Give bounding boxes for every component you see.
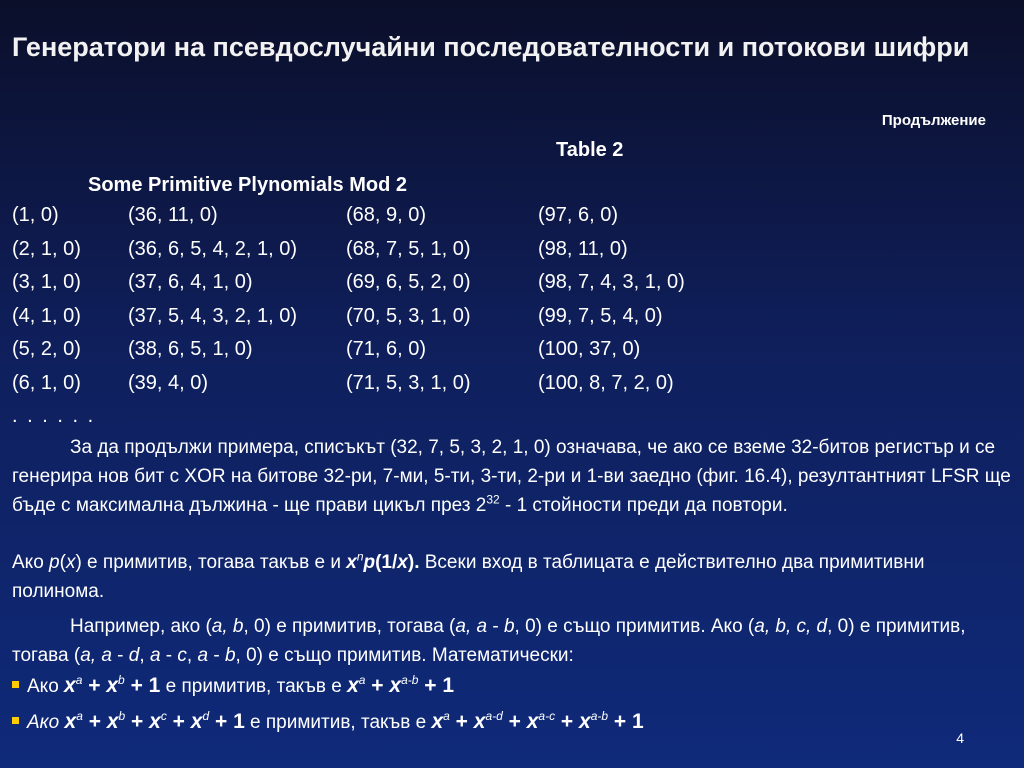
text: Ако (27, 712, 65, 733)
text: Ако (12, 552, 50, 573)
slide-title: Генератори на псевдослучайни последователности и потокови шифри (12, 32, 970, 62)
table-cell: (37, 6, 4, 1, 0) (128, 271, 253, 293)
exponent: b (118, 709, 126, 723)
text: Всеки вход в таблицата е действително два примитивни полинома. (12, 552, 925, 602)
formula (347, 674, 454, 697)
math-var: x (149, 710, 161, 733)
operator: + (125, 710, 150, 733)
bullet-item-four-term (12, 710, 644, 734)
text: - (487, 616, 504, 637)
table-cell: (2, 1, 0) (12, 237, 81, 260)
table-cell: (39, 4, 0) (128, 371, 209, 394)
table-cell: (98, 7, 4, 3, 1, 0) (538, 271, 685, 293)
math-var: x (346, 552, 357, 573)
table-cell: (97, 6, 0) (538, 204, 619, 226)
operator: + (82, 674, 107, 697)
text: - (208, 645, 225, 666)
table-cell: (37, 5, 4, 3, 2, 1, 0) (128, 304, 297, 327)
table-subtitle: Some Primitive Plynomials Mod 2 (88, 174, 407, 196)
math-var: b (224, 645, 236, 666)
text: , (139, 645, 150, 666)
paragraph-reciprocal (12, 548, 1016, 606)
paragraph-example (12, 612, 1016, 670)
table-cell: (1, 0) (12, 204, 59, 226)
exponent: a-b (401, 673, 419, 687)
table-cell: (70, 5, 3, 1, 0) (346, 304, 471, 327)
square-bullet-icon (12, 681, 19, 688)
exponent: a (358, 673, 366, 687)
operator: + (608, 710, 632, 733)
text: Например, ако ( (70, 616, 212, 637)
math-var: a, b, c, d (754, 616, 828, 637)
bullet-item-two-term (12, 674, 454, 698)
table-cell: (99, 7, 5, 4, 0) (538, 304, 663, 327)
table-cell: (100, 37, 0) (538, 338, 641, 360)
text: Ако (27, 676, 65, 697)
text: ). (407, 552, 420, 573)
math-var: b (503, 616, 515, 637)
table-cell: (68, 7, 5, 1, 0) (346, 237, 471, 260)
exponent: a (75, 673, 83, 687)
exponent: b (118, 673, 125, 687)
math-var: a, b (211, 616, 244, 637)
operator: + (555, 710, 580, 733)
math-var: x (64, 710, 77, 733)
math-var: a (197, 645, 209, 666)
constant: 1 (233, 710, 245, 733)
math-var: x (526, 710, 539, 733)
operator: + (124, 674, 149, 697)
page-number: 4 (956, 730, 964, 746)
formula (431, 710, 643, 733)
exponent: d (202, 709, 210, 723)
table-cell: (71, 5, 3, 1, 0) (346, 371, 471, 394)
exponent: a (76, 709, 83, 723)
square-bullet-icon (12, 717, 19, 724)
paragraph-lfsr-example (12, 433, 1016, 520)
constant: 1 (632, 710, 644, 733)
math-var: x (397, 552, 408, 573)
table-cell: (38, 6, 5, 1, 0) (128, 338, 253, 360)
text: , 0) е примитив, тогава ( (12, 616, 966, 666)
text: е примитив, тогава такъв е и (81, 552, 347, 573)
text: , 0) е също примитив. Математически: (235, 645, 574, 666)
exponent: a-c (538, 709, 556, 723)
exponent: a (443, 709, 450, 723)
exponent: a-b (590, 709, 609, 723)
text: е примитив, такъв е (244, 712, 432, 733)
math-var: p (49, 552, 60, 573)
table-cell: (6, 1, 0) (12, 371, 81, 394)
math-var: a (149, 645, 161, 666)
math-var: x (579, 710, 591, 733)
formula (64, 674, 160, 697)
text: - (160, 645, 178, 666)
text: ) (75, 552, 82, 573)
math-var: x (431, 710, 444, 733)
math-var: p (363, 552, 376, 573)
operator: + (449, 710, 474, 733)
table-cell: (71, 6, 0) (346, 338, 427, 360)
formula (65, 710, 245, 733)
table-cell: (3, 1, 0) (12, 271, 81, 293)
math-var: x (190, 710, 203, 733)
exponent: c (160, 709, 167, 723)
table-cell: (98, 11, 0) (538, 237, 628, 260)
text: (1/ (375, 552, 398, 573)
math-var: x (347, 674, 359, 697)
text: , (186, 645, 198, 666)
text: , 0) е примитив, тогава ( (243, 616, 456, 637)
constant: 1 (148, 674, 161, 697)
operator: + (365, 674, 390, 697)
table-cell: (100, 8, 7, 2, 0) (538, 371, 674, 394)
exponent: a-d (485, 709, 503, 723)
operator: + (502, 710, 527, 733)
exponent: 32 (486, 492, 500, 507)
math-var: d (128, 645, 140, 666)
operator: + (209, 710, 234, 733)
table-cell: (36, 6, 5, 4, 2, 1, 0) (128, 237, 297, 260)
operator: + (418, 674, 443, 697)
operator: + (166, 710, 191, 733)
table-cell: (4, 1, 0) (12, 304, 81, 327)
exponent: n (356, 549, 364, 564)
table-cell: (36, 11, 0) (128, 204, 218, 226)
constant: 1 (442, 674, 455, 697)
table-cell: (5, 2, 0) (12, 338, 81, 360)
paragraph-text: - 1 стойности преди да повтори. (499, 495, 788, 516)
math-var: x (106, 674, 119, 697)
math-var: x (389, 674, 402, 697)
math-var: x (473, 710, 486, 733)
operator: + (82, 710, 107, 733)
math-var: a, a (455, 616, 488, 637)
math-var: a, a (80, 645, 112, 666)
math-var: c (177, 645, 187, 666)
table-title: Table 2 (556, 139, 624, 161)
text: ( (59, 552, 66, 573)
text: - (111, 645, 129, 666)
continued-label: Продължение (881, 112, 986, 129)
ellipsis: . . . . . . (12, 405, 96, 427)
table-cell: (69, 6, 5, 2, 0) (346, 271, 471, 293)
text: , 0) е също примитив. Ако ( (514, 616, 755, 637)
math-var: x (64, 674, 76, 697)
text: е примитив, такъв е (160, 676, 348, 697)
math-var: x (106, 710, 119, 733)
math-var: x (65, 552, 76, 573)
table-cell: (68, 9, 0) (346, 204, 427, 226)
paragraph-text: За да продължи примера, списъкът (32, 7, 5, 3, 2, 1, 0) означава, че ако се вземе 32-битов регистър и се генерира нов бит с XOR на битове 32-ри, 7-ми, 5-ти, 3-ти, 2-ри и 1-ви заедно (фиг. 16.4), резултантният LFSR ще бъде с максимална дължина - ще прави цикъл през 2 (12, 437, 1011, 516)
